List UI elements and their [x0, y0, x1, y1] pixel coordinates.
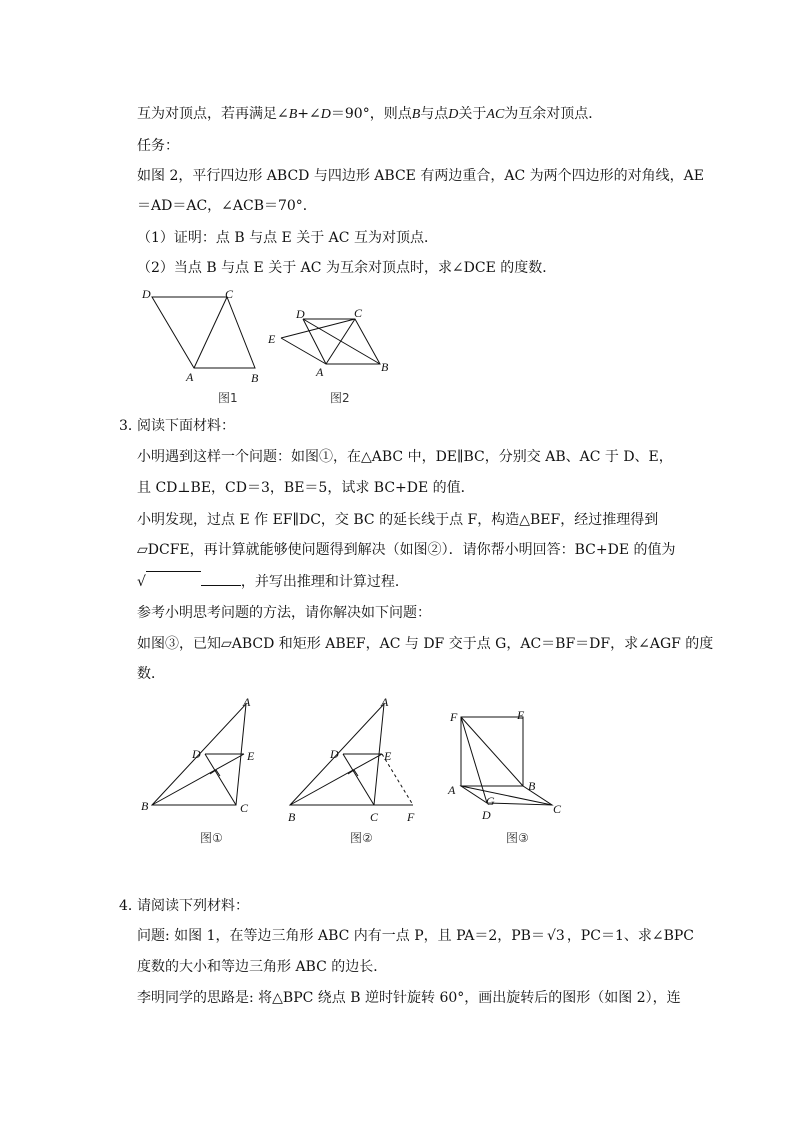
- q4-line-1: 问题: 如图 1，在等边三角形 ABC 内有一点 P，且 PA＝2，PB＝ √3 ，PC＝1、求∠BPC: [137, 928, 695, 944]
- q3-fig3-label-f: F: [450, 710, 458, 724]
- q2-part-2: （2）当点 B 与点 E 关于 AC 为互余对顶点时，求∠DCE 的度数．: [137, 260, 557, 276]
- q3-fig3-label-c: C: [553, 802, 562, 816]
- q2-fig2-caption: 图2: [330, 391, 350, 405]
- q2-fig1-label-c: C: [225, 287, 234, 301]
- q2-fig1-label-d: D: [142, 287, 151, 301]
- q3-line-3: 小明发现，过点 E 作 EF∥DC，交 BC 的延长线于点 F，构造△BEF，经过推理得到: [137, 512, 659, 528]
- q3-fig2-caption: 图②: [350, 831, 373, 845]
- q3-title: 阅读下面材料：: [137, 418, 235, 434]
- q3-fig1-label-b: B: [141, 799, 149, 813]
- q4-line-2: 度数的大小和等边三角形 ABC 的边长．: [137, 959, 388, 975]
- q3-fig3-label-d: D: [482, 808, 491, 822]
- q3-fig2-label-b: B: [288, 810, 296, 824]
- q2-line-1: 互为对顶点，若再满足∠B+∠D＝90°，则点B与点D关于AC为互余对顶点．: [137, 106, 603, 122]
- q2-fig1-label-b: B: [251, 371, 259, 385]
- q2-fig2-label-e: E: [268, 332, 276, 346]
- q3-figures: [130, 694, 580, 854]
- sqrt-three: √3: [546, 928, 565, 944]
- q3-number: 3．: [119, 418, 142, 434]
- q3-fig2-label-f: F: [407, 810, 415, 824]
- q3-fig3-label-b: B: [528, 779, 536, 793]
- q2-line-3: 如图 2，平行四边形 ABCD 与四边形 ABCE 有两边重合，AC 为两个四边形的对角线，AE: [137, 168, 704, 184]
- answer-sqrt-sign: √: [137, 574, 146, 590]
- q3-line-2: 且 CD⊥BE，CD＝3，BE＝5，试求 BC+DE 的值．: [137, 480, 475, 496]
- q3-figure-3: [461, 717, 552, 805]
- q2-task-label: 任务：: [137, 138, 179, 154]
- q2-part-1: （1）证明：点 B 与点 E 关于 AC 互为对顶点．: [137, 230, 438, 246]
- q3-fig1-label-c: C: [240, 801, 249, 815]
- q3-fig1-label-a: A: [243, 695, 251, 709]
- q3-fig1-label-e: E: [247, 749, 255, 763]
- q3-fig2-label-c: C: [370, 810, 379, 824]
- q4-title: 请阅读下列材料：: [137, 898, 249, 914]
- q2-fig2-label-d: D: [296, 307, 305, 321]
- q3-fig3-label-g: G: [486, 794, 495, 808]
- q2-figure-2: [281, 319, 380, 364]
- q3-fig3-caption: 图③: [506, 831, 529, 845]
- q2-fig2-label-b: B: [381, 360, 389, 374]
- q3-line-4: ▱DCFE，再计算就能够使问题得到解决（如图②）．请你帮小明回答：BC+DE 的值为: [137, 542, 676, 558]
- q3-fig2-label-d: D: [330, 747, 339, 761]
- q3-figure-2: [290, 704, 413, 805]
- q3-line-6: 参考小明思考问题的方法，请你解决如下问题：: [137, 605, 431, 621]
- answer-blank[interactable]: [201, 571, 241, 586]
- q3-line-8: 数．: [137, 666, 165, 682]
- q3-fig3-label-e: E: [517, 708, 525, 722]
- q2-line-4: ＝AD＝AC，∠ACB＝70°．: [137, 198, 317, 214]
- q3-fig1-label-d: D: [192, 747, 201, 761]
- q2-figure-1: [152, 297, 255, 368]
- q2-fig2-label-c: C: [354, 306, 363, 320]
- q2-fig1-label-a: A: [186, 370, 194, 384]
- q3-fig1-caption: 图①: [200, 831, 223, 845]
- q3-line-7: 如图③，已知▱ABCD 和矩形 ABEF，AC 与 DF 交于点 G，AC＝BF＝DF，求∠AGF 的度: [137, 636, 714, 652]
- q3-line-5: √ ，并写出推理和计算过程．: [137, 571, 409, 592]
- q3-line-1: 小明遇到这样一个问题：如图①，在△ABC 中，DE∥BC，分别交 AB、AC 于 D、E，: [137, 449, 673, 465]
- q4-number: 4．: [119, 898, 142, 914]
- q3-fig2-label-e: E: [384, 749, 392, 763]
- q2-fig2-label-a: A: [316, 365, 324, 379]
- q2-figures: [130, 282, 410, 410]
- q3-fig2-label-a: A: [381, 695, 389, 709]
- q2-fig1-caption: 图1: [218, 391, 238, 405]
- q3-fig3-label-a: A: [448, 783, 456, 797]
- q4-line-3: 李明同学的思路是: 将△BPC 绕点 B 逆时针旋转 60°，画出旋转后的图形（如图 2），连: [137, 990, 681, 1006]
